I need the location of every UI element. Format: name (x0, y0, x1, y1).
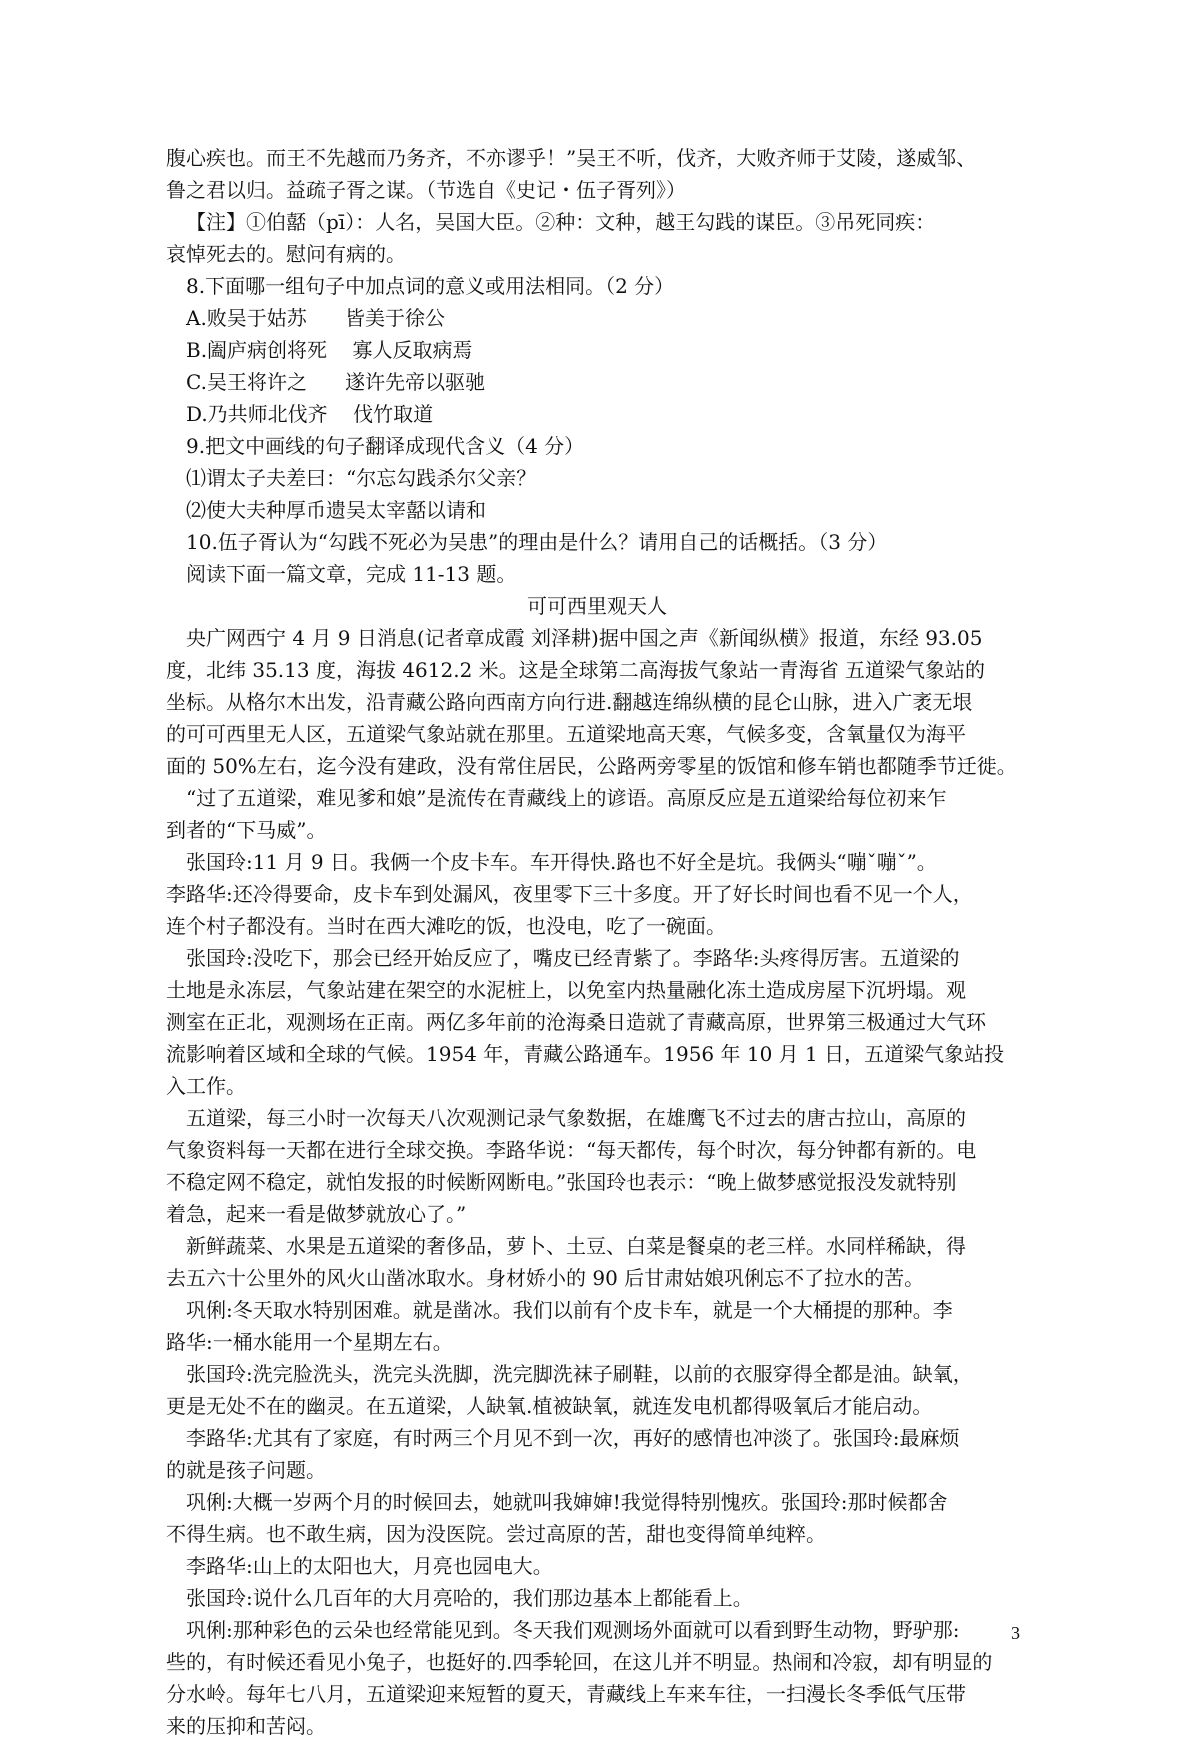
article-line: 巩俐:那种彩色的云朵也经常能见到。冬天我们观测场外面就可以看到野生动物，野驴那: (186, 1618, 960, 1642)
question-8-option-b: B.阖庐病创将死 寡人反取病焉 (186, 338, 473, 362)
article-line: 测室在正北，观测场在正南。两亿多年前的沧海桑日造就了青藏高原，世界第三极通过大气环 (166, 1010, 986, 1034)
article-line: 张国玲:洗完脸洗头，洗完头洗脚，洗完脚洗袜子刷鞋，以前的衣服穿得全都是油。缺氧， (186, 1362, 973, 1386)
article-line: 央广网西宁 4 月 9 日消息(记者章成霞 刘泽耕)据中国之声《新闻纵横》报道，东经 93.05 (186, 626, 983, 650)
question-9-item: ⑵使大夫种厚币遗吴太宰嚭以请和 (186, 498, 486, 522)
article-body (166, 622, 1028, 1742)
note-line: 哀悼死去的。慰问有病的。 (166, 242, 406, 266)
article-line: 李路华:尤其有了家庭，有时两三个月见不到一次，再好的感情也冲淡了。张国玲:最麻烦 (186, 1426, 960, 1450)
article-line: 分水岭。每年七八月，五道梁迎来短暂的夏天，青藏线上车来车往，一扫漫长冬季低气压带 (166, 1682, 966, 1706)
question-8-option-c: C.吴王将许之 遂许先帝以驱驰 (186, 370, 486, 394)
article-line: 巩俐:冬天取水特别困难。就是凿冰。我们以前有个皮卡车，就是一个大桶提的那种。李 (186, 1298, 953, 1322)
article-line: 不得生病。也不敢生病，因为没医院。尝过高原的苦，甜也变得简单纯粹。 (166, 1522, 826, 1546)
article-line: 路华:一桶水能用一个星期左右。 (166, 1330, 453, 1354)
article-line: 土地是永冻层，气象站建在架空的水泥桩上，以免室内热量融化冻土造成房屋下沉坍塌。观 (166, 978, 966, 1002)
article-line: 连个村子都没有。当时在西大滩吃的饭，也没电，吃了一碗面。 (166, 914, 726, 938)
article-line: 些的，有时候还看见小兔子，也挺好的.四季轮回，在这儿并不明显。热闹和冷寂，却有明显的 (166, 1650, 993, 1674)
page-number: 3 (1011, 1623, 1020, 1643)
article-line: 更是无处不在的幽灵。在五道梁，人缺氧.植被缺氧，就连发电机都得吸氧后才能启动。 (166, 1394, 933, 1418)
article-title: 可可西里观天人 (527, 594, 667, 618)
article-line: 入工作。 (166, 1074, 246, 1098)
reading-intro: 阅读下面一篇文章，完成 11-13 题。 (186, 562, 517, 586)
note-line: 【注】①伯嚭（pī）：人名，吴国大臣。②种：文种，越王勾践的谋臣。③吊死同疾： (186, 210, 936, 234)
article-line: 张国玲:说什么几百年的大月亮哈的，我们那边基本上都能看上。 (186, 1586, 753, 1610)
article-line: 到者的“下马威”。 (166, 818, 327, 842)
question-9-item: ⑴谓太子夫差曰：“尔忘勾践杀尔父亲？ (186, 466, 537, 490)
article-line: 气象资料每一天都在进行全球交换。李路华说：“每天都传，每个时次，每分钟都有新的。电 (166, 1138, 977, 1162)
article-line: 张国玲:没吃下，那会已经开始反应了，嘴皮已经青紫了。李路华:头疼得厉害。五道梁的 (186, 946, 960, 970)
article-line: 李路华:还冷得要命，皮卡车到处漏风，夜里零下三十多度。开了好长时间也看不见一个人， (166, 882, 973, 906)
passage-line: 腹心疾也。而王不先越而乃务齐，不亦谬乎！”吴王不听，伐齐，大败齐师于艾陵，遂威邹、 (166, 146, 977, 170)
question-8-option-d: D.乃共师北伐齐 伐竹取道 (186, 402, 434, 426)
passage-line: 鲁之君以归。益疏子胥之谋。（节选自《史记・伍子胥列》） (166, 178, 686, 202)
article-line: 度，北纬 35.13 度，海拔 4612.2 米。这是全球第二高海拔气象站一青海省 五道梁气象站的 (166, 658, 986, 682)
article-line: 去五六十公里外的风火山凿冰取水。身材娇小的 90 后甘肃姑娘巩俐忘不了拉水的苦。 (166, 1266, 925, 1290)
article-line: 张国玲:11 月 9 日。我俩一个皮卡车。车开得快.路也不好全是坑。我俩头“嘣ˇ嘣ˇ”。 (186, 850, 937, 874)
article-line: 的可可西里无人区，五道梁气象站就在那里。五道梁地高天寒，气候多变，含氧量仅为海平 (166, 722, 966, 746)
article-line: 来的压抑和苦闷。 (166, 1714, 326, 1738)
page-content (166, 142, 1028, 1742)
article-line: 面的 50%左右，迄今没有建政，没有常住居民，公路两旁零星的饭馆和修车销也都随季节迁徙。 (166, 754, 1017, 778)
article-line: 李路华:山上的太阳也大，月亮也园电大。 (186, 1554, 553, 1578)
article-line: 的就是孩子问题。 (166, 1458, 326, 1482)
article-line: 着急，起来一看是做梦就放心了。” (166, 1202, 467, 1226)
question-8-stem: 8.下面哪一组句子中加点词的意义或用法相同。（2 分） (186, 274, 675, 298)
question-10: 10.伍子胥认为“勾践不死必为吴患”的理由是什么？请用自己的话概括。（3 分） (186, 530, 888, 554)
article-line: “过了五道梁，难见爹和娘”是流传在青藏线上的谚语。高原反应是五道梁给每位初来乍 (186, 786, 947, 810)
article-line: 巩俐:大概一岁两个月的时候回去，她就叫我婶婶!我觉得特别愧疚。张国玲:那时候都舍 (186, 1490, 948, 1514)
article-line: 新鲜蔬菜、水果是五道梁的奢侈品，萝卜、土豆、白菜是餐桌的老三样。水同样稀缺，得 (186, 1234, 966, 1258)
article-line: 不稳定网不稳定，就怕发报的时候断网断电。”张国玲也表示：“晚上做梦感觉报没发就特别 (166, 1170, 957, 1194)
article-line: 坐标。从格尔木出发，沿青藏公路向西南方向行进.翻越连绵纵横的昆仑山脉，进入广袤无垠 (166, 690, 973, 714)
question-8-option-a: A.败吴于姑苏 皆美于徐公 (186, 306, 445, 330)
question-9-stem: 9.把文中画线的句子翻译成现代含义（4 分） (186, 434, 585, 458)
article-line: 五道梁，每三小时一次每天八次观测记录气象数据，在雄鹰飞不过去的唐古拉山，高原的 (186, 1106, 966, 1130)
article-line: 流影响着区域和全球的气候。1954 年，青藏公路通车。1956 年 10 月 1 日，五道梁气象站投 (166, 1042, 1005, 1066)
